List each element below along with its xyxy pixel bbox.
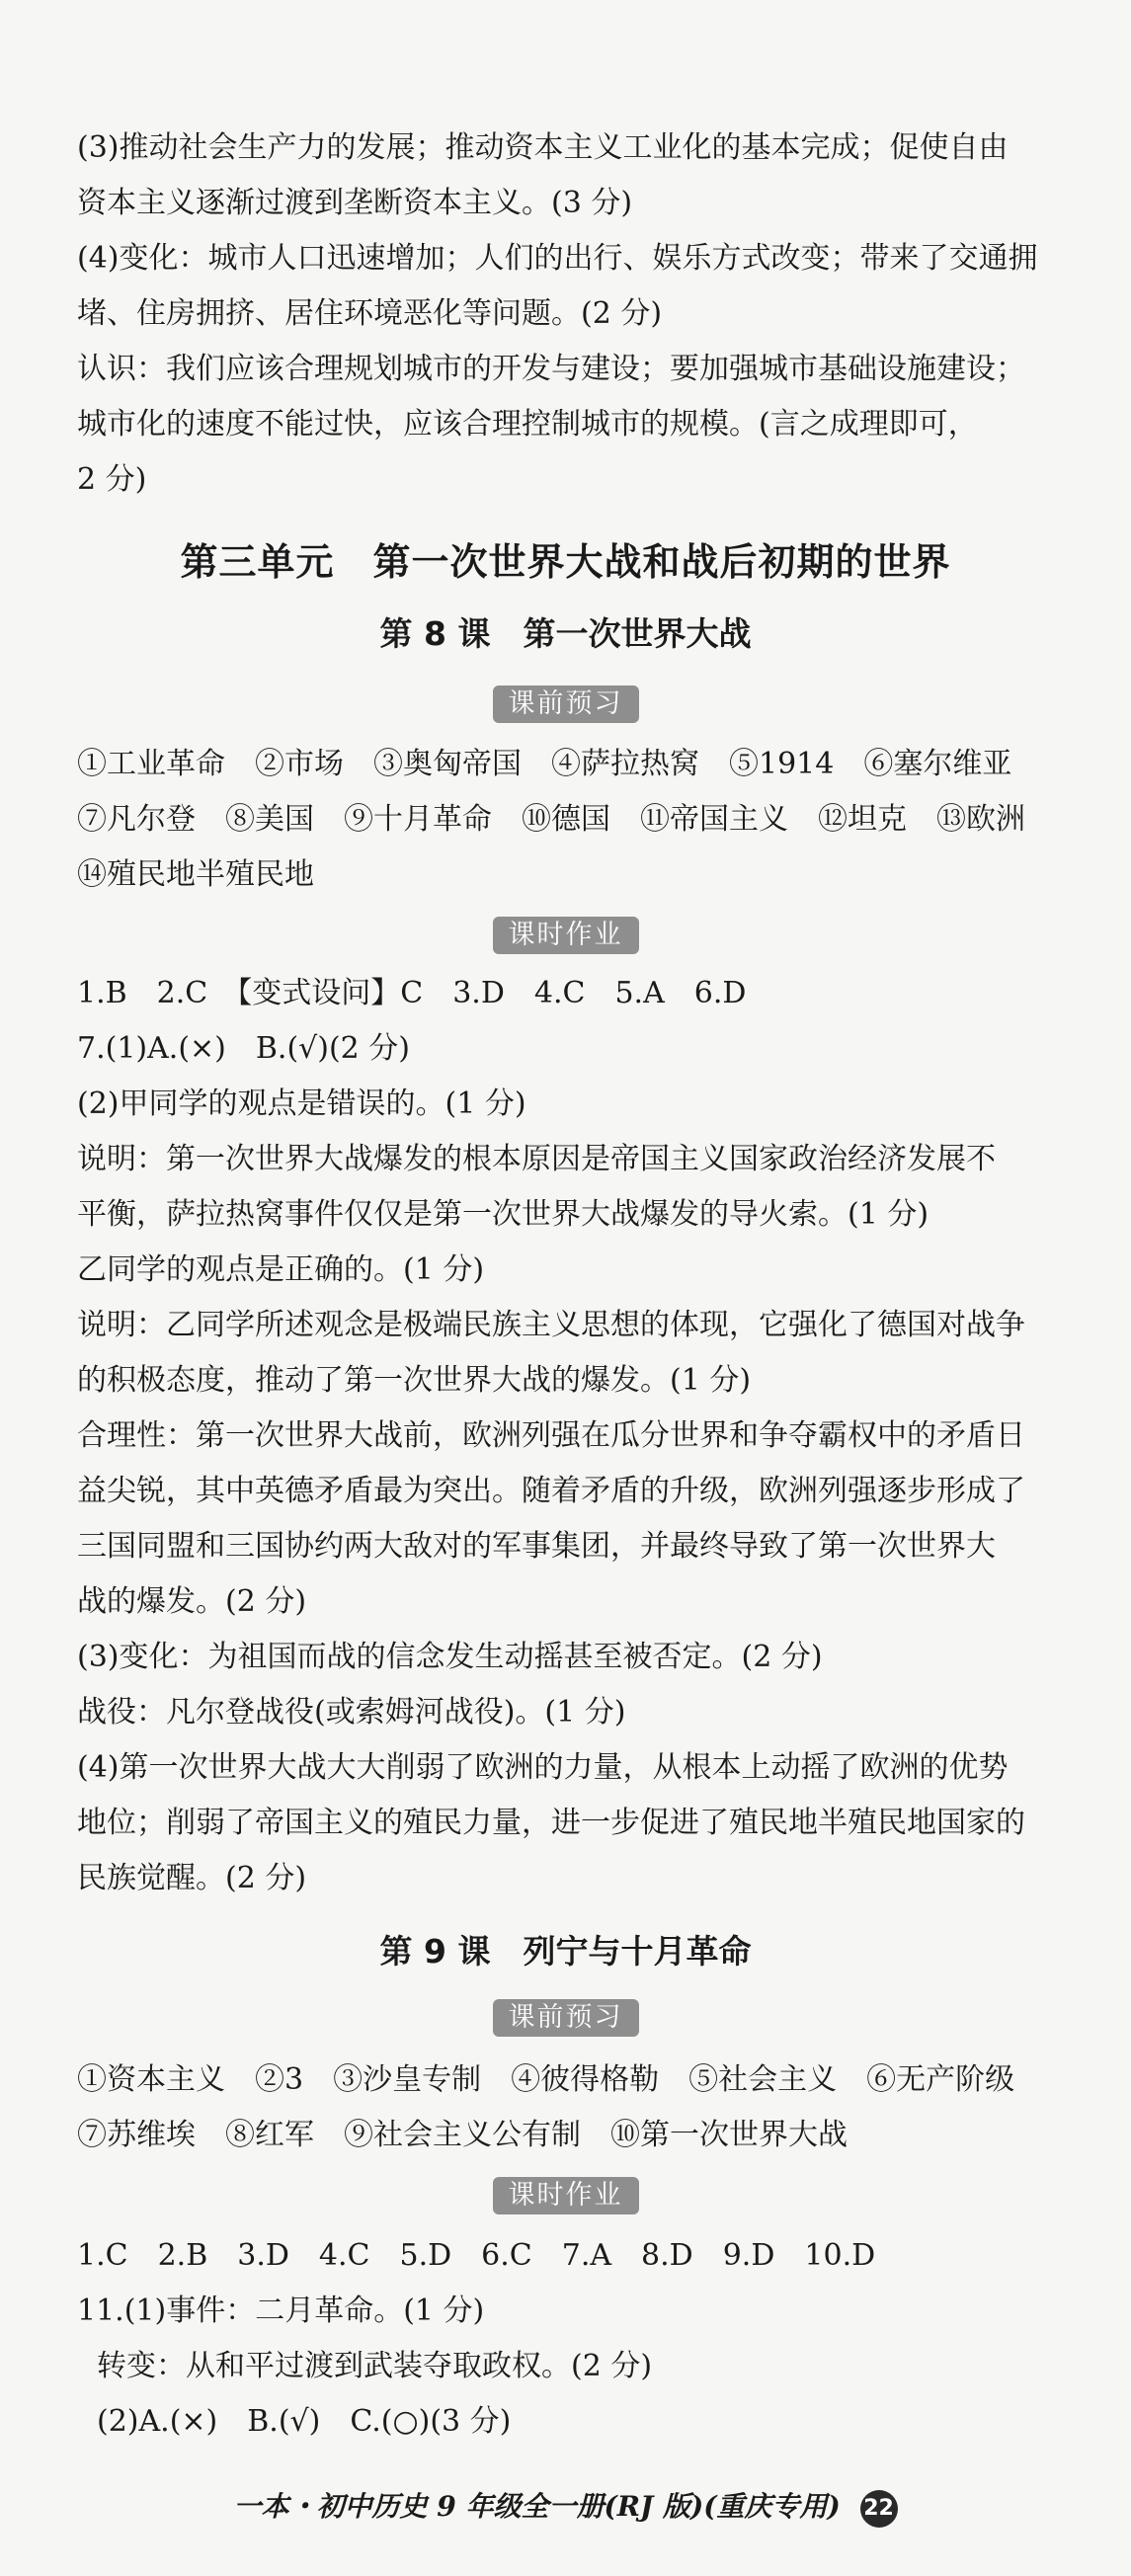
- page-number: 22: [860, 2490, 898, 2528]
- text-line: 转变：从和平过渡到武装夺取政权。(2 分): [97, 2349, 653, 2383]
- text-line: 战的爆发。(2 分): [77, 1584, 307, 1619]
- text-line: ①资本主义 ②3 ③沙皇专制 ④彼得格勒 ⑤社会主义 ⑥无产阶级: [77, 2062, 1015, 2097]
- text-line: ⑦苏维埃 ⑧红军 ⑨社会主义公有制 ⑩第一次世界大战: [77, 2118, 848, 2152]
- lesson-9-title: 第 9 课 列宁与十月革命: [379, 1932, 752, 1971]
- text-line: 的积极态度，推动了第一次世界大战的爆发。(1 分): [77, 1363, 752, 1398]
- text-line: 1.B 2.C 【变式设问】C 3.D 4.C 5.A 6.D: [77, 976, 747, 1010]
- text-line: (4)第一次世界大战大大削弱了欧洲的力量，从根本上动摇了欧洲的优势: [77, 1750, 1009, 1785]
- page-footer: [0, 2485, 1131, 2528]
- text-line: 平衡，萨拉热窝事件仅仅是第一次世界大战爆发的导火索。(1 分): [77, 1197, 929, 1232]
- text-line: (2)甲同学的观点是错误的。(1 分): [77, 1087, 526, 1121]
- text-line: 益尖锐，其中英德矛盾最为突出。随着矛盾的升级，欧洲列强逐步形成了: [77, 1474, 1025, 1508]
- text-line: 战役：凡尔登战役(或索姆河战役)。(1 分): [77, 1695, 626, 1730]
- text-line: 认识：我们应该合理规划城市的开发与建设；要加强城市基础设施建设；: [77, 352, 1025, 386]
- preview-badge: 课前预习: [493, 1999, 639, 2037]
- text-line: (3)推动社会生产力的发展；推动资本主义工业化的基本完成；促使自由: [77, 130, 1009, 165]
- text-line: (3)变化：为祖国而战的信念发生动摇甚至被否定。(2 分): [77, 1640, 823, 1674]
- preview-badge: 课前预习: [493, 685, 639, 723]
- text-line: 2 分): [77, 462, 147, 497]
- text-line: 说明：乙同学所述观念是极端民族主义思想的体现，它强化了德国对战争: [77, 1308, 1025, 1342]
- text-line: ①工业革命 ②市场 ③奥匈帝国 ④萨拉热窝 ⑤1914 ⑥塞尔维亚: [77, 747, 1012, 781]
- unit-title: 第三单元 第一次世界大战和战后初期的世界: [180, 540, 951, 584]
- homework-badge: 课时作业: [493, 917, 639, 954]
- text-line: ⑭殖民地半殖民地: [77, 857, 314, 892]
- text-line: 7.(1)A.(×) B.(√)(2 分): [77, 1031, 411, 1066]
- text-line: (2)A.(×) B.(√) C.(○)(3 分): [97, 2404, 512, 2439]
- text-line: 11.(1)事件：二月革命。(1 分): [77, 2294, 485, 2328]
- footer-text: 一本・初中历史 9 年级全一册(RJ 版)(重庆专用): [233, 2490, 841, 2523]
- homework-badge: 课时作业: [493, 2177, 639, 2214]
- text-line: ⑦凡尔登 ⑧美国 ⑨十月革命 ⑩德国 ⑪帝国主义 ⑫坦克 ⑬欧洲: [77, 802, 1025, 837]
- text-line: 合理性：第一次世界大战前，欧洲列强在瓜分世界和争夺霸权中的矛盾日: [77, 1418, 1025, 1453]
- text-line: 说明：第一次世界大战爆发的根本原因是帝国主义国家政治经济发展不: [77, 1142, 996, 1176]
- text-line: 堵、住房拥挤、居住环境恶化等问题。(2 分): [77, 296, 663, 331]
- text-line: 三国同盟和三国协约两大敌对的军事集团，并最终导致了第一次世界大: [77, 1529, 996, 1564]
- text-line: (4)变化：城市人口迅速增加；人们的出行、娱乐方式改变；带来了交通拥: [77, 241, 1038, 276]
- text-line: 民族觉醒。(2 分): [77, 1861, 307, 1895]
- text-line: 地位；削弱了帝国主义的殖民力量，进一步促进了殖民地半殖民地国家的: [77, 1806, 1025, 1840]
- lesson-8-title: 第 8 课 第一次世界大战: [379, 614, 752, 653]
- text-line: 资本主义逐渐过渡到垄断资本主义。(3 分): [77, 186, 633, 220]
- text-line: 1.C 2.B 3.D 4.C 5.D 6.C 7.A 8.D 9.D 10.D: [77, 2238, 876, 2273]
- text-line: 城市化的速度不能过快，应该合理控制城市的规模。(言之成理即可，: [77, 407, 978, 442]
- text-line: 乙同学的观点是正确的。(1 分): [77, 1252, 485, 1287]
